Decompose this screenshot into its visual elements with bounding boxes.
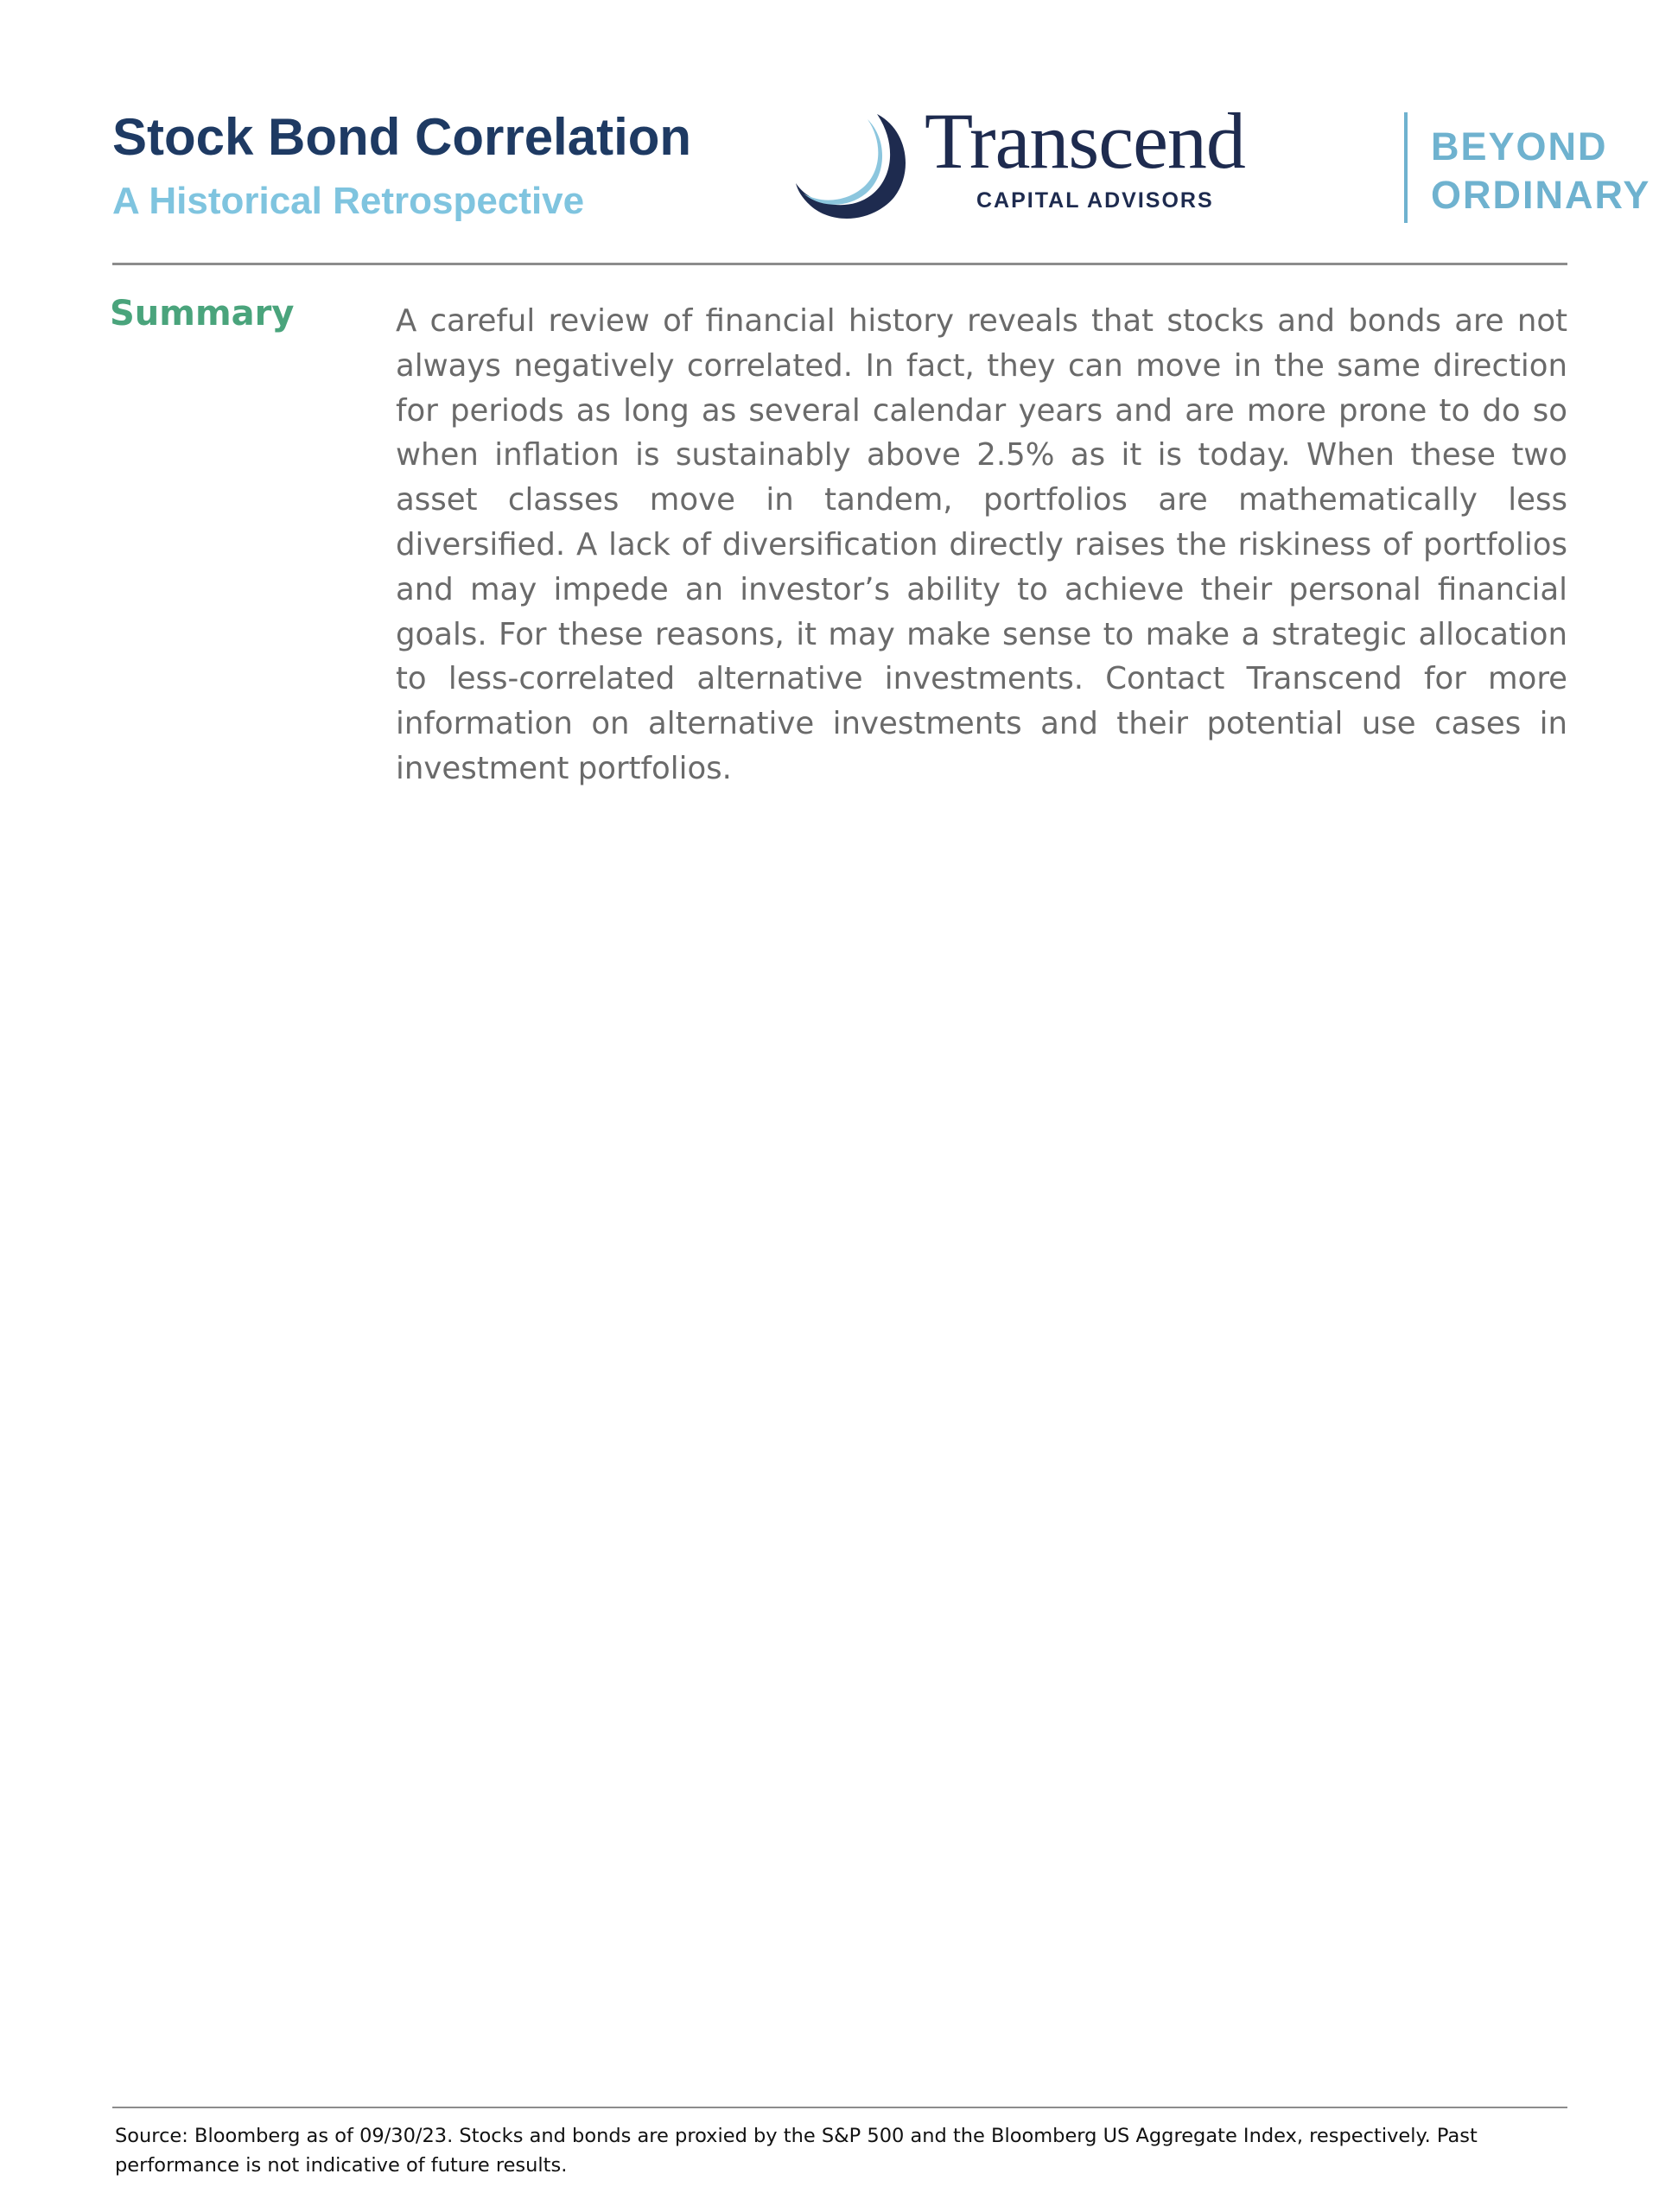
crescent-moon-icon — [795, 111, 907, 223]
summary-heading: Summary — [110, 294, 295, 334]
page-subtitle: A Historical Retrospective — [112, 180, 585, 222]
header-divider — [112, 263, 1567, 265]
tagline-line-1: BEYOND — [1431, 124, 1608, 168]
logo-subtext: CAPITAL ADVISORS — [976, 188, 1214, 213]
logo-divider — [1404, 112, 1408, 223]
page-header — [112, 97, 1651, 232]
summary-body: A careful review of financial history reveals that stocks and bonds are not always negatively correlated. In fact, they can move in the same direction for periods as long as several calendar years and are more prone to do so when inflation is sustainably above 2.5% as it is today. When these two asset classes move in tandem, portfolios are mathematically less diversified. A lack of diversification directly raises the riskiness of portfolios and may impede an investor’s ability to achieve their personal financial goals. For these reasons, it may make sense to make a strategic allocation to less-correlated alternative investments. Contact Transcend for more information on alternative investments and their potential use cases in investment portfolios. — [396, 303, 1567, 786]
logo-tagline — [1431, 123, 1650, 219]
logo-wordmark: Transcend — [925, 97, 1245, 185]
company-logo — [795, 97, 1651, 232]
footer-divider — [112, 2107, 1567, 2108]
tagline-line-2: ORDINARY — [1431, 173, 1651, 217]
page-title: Stock Bond Correlation — [112, 108, 692, 166]
source-footnote: Source: Bloomberg as of 09/30/23. Stocks and bonds are proxied by the S&P 500 and the Bloomberg US Aggregate Index, respectively. Past performance is not indicative of future results. — [115, 2125, 1478, 2177]
